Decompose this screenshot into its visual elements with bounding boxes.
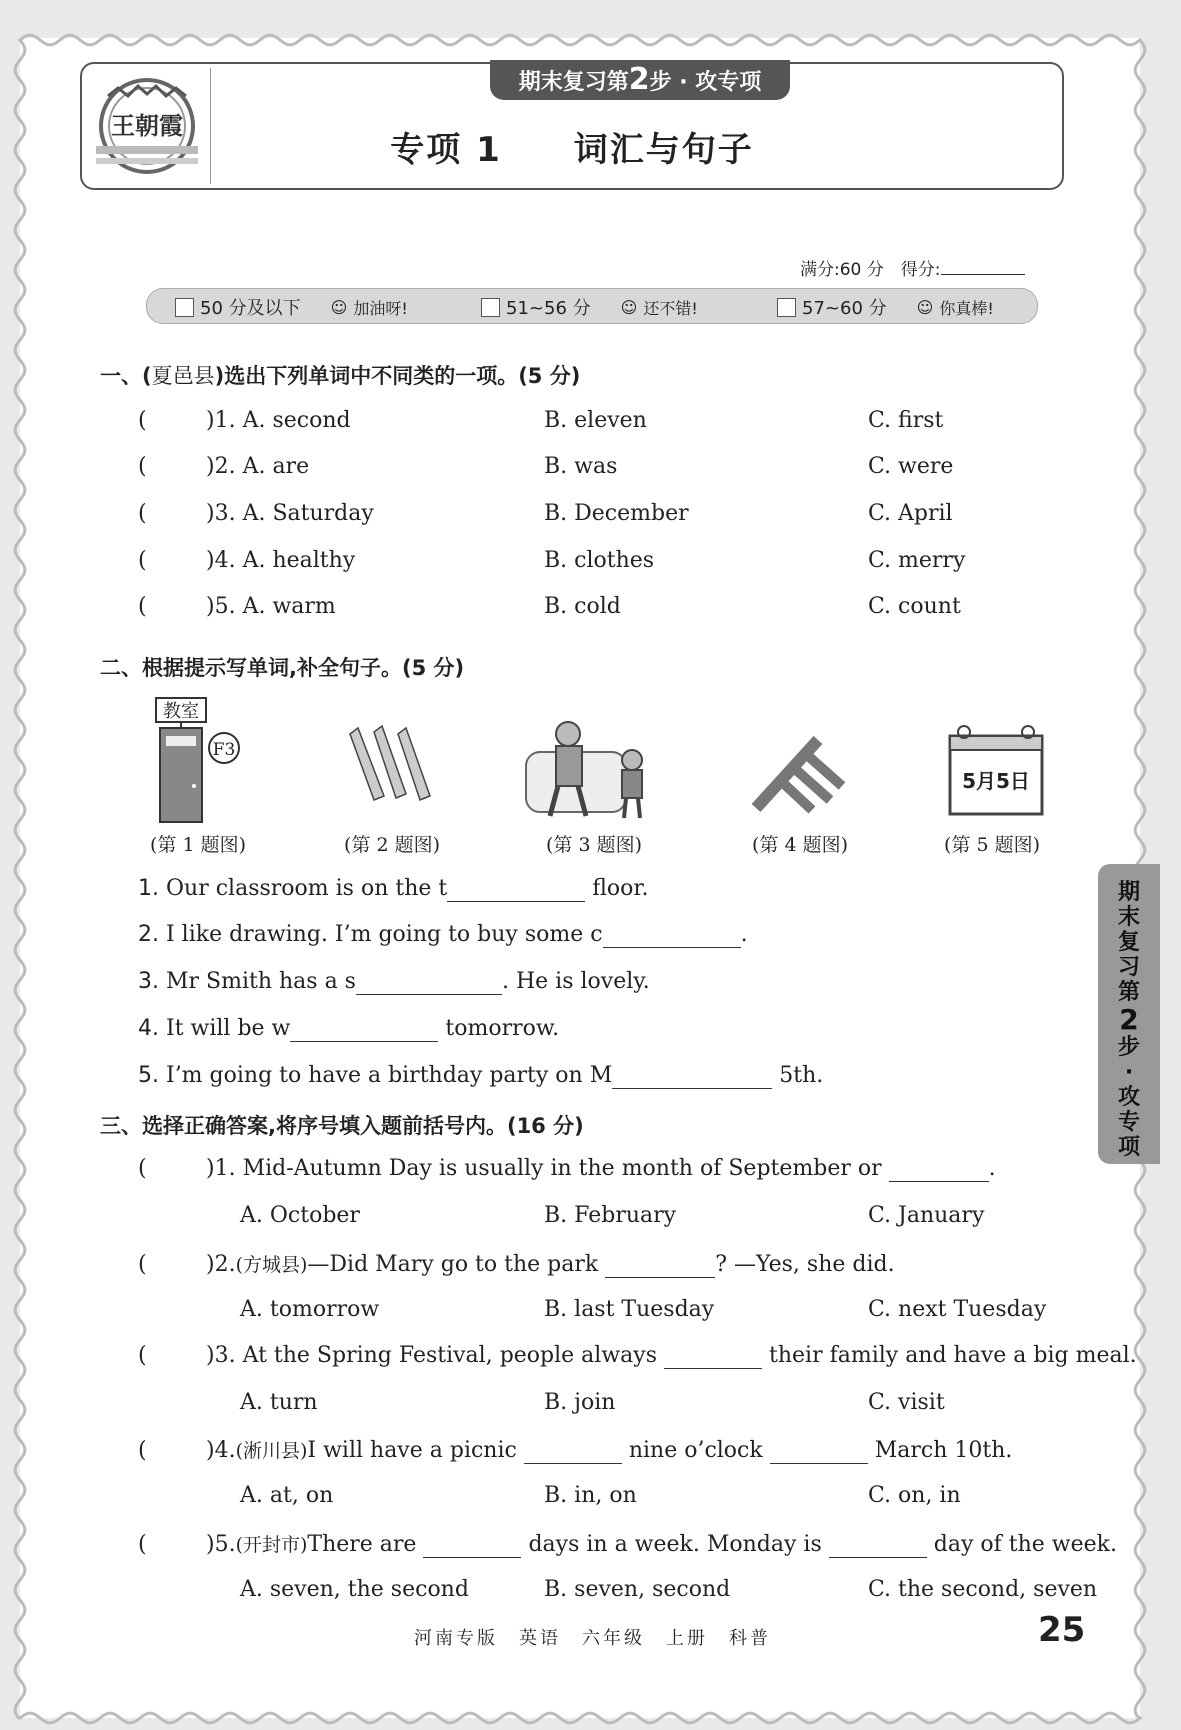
header-box xyxy=(80,62,1064,190)
question-row: ( )1. Mid-Autumn Day is usually in the month of September or . xyxy=(138,1156,996,1181)
grade-checkbox[interactable] xyxy=(777,298,796,317)
answer-paren[interactable]: ( xyxy=(138,1252,147,1277)
question-row: ( )5. A. warm xyxy=(138,594,336,619)
answer-blank[interactable] xyxy=(612,1063,772,1089)
answer-paren[interactable]: ( xyxy=(138,454,147,479)
grade-item: 57~60 分 ☺ 你真棒! xyxy=(777,294,994,320)
calendar-picture xyxy=(946,722,1046,818)
answer-paren[interactable]: ( xyxy=(138,1343,147,1368)
option-b: B. December xyxy=(544,501,689,526)
option-c: C. on, in xyxy=(868,1483,961,1508)
answer-paren[interactable]: ( xyxy=(138,594,147,619)
question-row: ( )4. A. healthy xyxy=(138,548,356,573)
question-row: ( )2. A. are xyxy=(138,454,310,479)
answer-blank[interactable] xyxy=(447,876,585,902)
smile-icon: ☺ xyxy=(330,297,348,317)
option-b: B. clothes xyxy=(544,548,655,573)
answer-blank[interactable] xyxy=(889,1156,989,1182)
page-number: 25 xyxy=(1038,1610,1086,1650)
father-and-son-picture xyxy=(520,712,660,822)
answer-blank[interactable] xyxy=(605,1252,715,1278)
option-a: A. October xyxy=(240,1203,360,1228)
answer-paren[interactable]: ( xyxy=(138,1156,147,1181)
grade-bar xyxy=(146,288,1038,324)
option-c: C. January xyxy=(868,1203,985,1228)
question-row: ( )5.(开封市)There are days in a week. Monday is day of the week. xyxy=(138,1532,1117,1557)
caption: (第 3 题图) xyxy=(546,834,642,856)
answer-blank[interactable] xyxy=(356,969,502,995)
score-line: 满分:60 分 得分: xyxy=(800,255,1025,280)
option-a: A. at, on xyxy=(240,1483,334,1508)
answer-blank[interactable] xyxy=(290,1016,438,1042)
grade-item: 51~56 分 ☺ 还不错! xyxy=(481,294,698,320)
door-picture xyxy=(154,696,244,826)
side-tab: 期 末 复 习 第 2 步 · 攻 专 项 xyxy=(1098,864,1160,1164)
grade-checkbox[interactable] xyxy=(175,298,194,317)
answer-paren[interactable]: ( xyxy=(138,408,147,433)
question-row: ( )1. A. second xyxy=(138,408,351,433)
answer-blank[interactable] xyxy=(829,1532,927,1558)
option-b: B. seven, second xyxy=(544,1577,731,1602)
grade-item: 50 分及以下 ☺ 加油呀! xyxy=(175,294,408,320)
svg-text:教室: 教室 xyxy=(163,701,199,722)
question-row: ( )3. At the Spring Festival, people always their family and have a big meal. xyxy=(138,1343,1137,1368)
caption: (第 1 题图) xyxy=(150,834,246,856)
option-a: A. seven, the second xyxy=(240,1577,469,1602)
question-row: ( )3. A. Saturday xyxy=(138,501,374,526)
answer-paren[interactable]: ( xyxy=(138,1438,147,1463)
option-c: C. first xyxy=(868,408,944,433)
option-a: A. tomorrow xyxy=(240,1297,380,1322)
section-tab: 期末复习第2步 · 攻专项 xyxy=(490,60,790,100)
question-row: ( )2.(方城县)—Did Mary go to the park ? —Yes, she did. xyxy=(138,1252,895,1277)
option-c: C. visit xyxy=(868,1390,945,1415)
grade-checkbox[interactable] xyxy=(481,298,500,317)
option-b: B. cold xyxy=(544,594,621,619)
answer-blank[interactable] xyxy=(524,1438,622,1464)
option-b: B. join xyxy=(544,1390,616,1415)
answer-blank[interactable] xyxy=(423,1532,521,1558)
logo-text: 王朝霞 xyxy=(111,111,183,140)
footer-text: 河南专版 英语 六年级 上册 科普 xyxy=(414,1628,771,1649)
option-c: C. were xyxy=(868,454,954,479)
option-b: B. February xyxy=(544,1203,677,1228)
option-c: C. count xyxy=(868,594,961,619)
section-1-heading: 一、(夏邑县)选出下列单词中不同类的一项。(5 分) xyxy=(100,364,581,388)
answer-blank[interactable] xyxy=(770,1438,868,1464)
option-c: C. next Tuesday xyxy=(868,1297,1047,1322)
fill-line: 5. I’m going to have a birthday party on M 5th. xyxy=(138,1063,824,1088)
caption: (第 2 题图) xyxy=(344,834,440,856)
fill-line: 1. Our classroom is on the t floor. xyxy=(138,876,649,901)
fill-line: 2. I like drawing. I’m going to buy some c . xyxy=(138,922,748,947)
svg-text:5月5日: 5月5日 xyxy=(962,769,1030,793)
section-2-heading: 二、根据提示写单词,补全句子。(5 分) xyxy=(100,656,465,680)
svg-text:F3: F3 xyxy=(212,740,236,760)
page-title: 专项 1 词汇与句子 xyxy=(390,130,754,170)
windy-symbol-picture xyxy=(752,734,852,814)
answer-blank[interactable] xyxy=(603,922,741,948)
smile-icon: ☺ xyxy=(916,297,934,317)
fill-line: 4. It will be w tomorrow. xyxy=(138,1016,560,1041)
answer-blank[interactable] xyxy=(664,1343,762,1369)
score-blank[interactable] xyxy=(941,274,1025,275)
crayons-picture xyxy=(344,724,444,804)
answer-paren[interactable]: ( xyxy=(138,501,147,526)
fill-line: 3. Mr Smith has a s . He is lovely. xyxy=(138,969,650,994)
option-b: B. eleven xyxy=(544,408,647,433)
section-3-heading: 三、选择正确答案,将序号填入题前括号内。(16 分) xyxy=(100,1114,584,1138)
option-c: C. merry xyxy=(868,548,966,573)
answer-paren[interactable]: ( xyxy=(138,548,147,573)
option-b: B. was xyxy=(544,454,618,479)
option-c: C. the second, seven xyxy=(868,1577,1098,1602)
question-row: ( )4.(淅川县)I will have a picnic nine o’clock March 10th. xyxy=(138,1438,1013,1463)
caption: (第 5 题图) xyxy=(944,834,1040,856)
answer-paren[interactable]: ( xyxy=(138,1532,147,1557)
option-a: A. turn xyxy=(240,1390,318,1415)
caption: (第 4 题图) xyxy=(752,834,848,856)
option-b: B. in, on xyxy=(544,1483,637,1508)
option-c: C. April xyxy=(868,501,953,526)
option-b: B. last Tuesday xyxy=(544,1297,715,1322)
smile-icon: ☺ xyxy=(620,297,638,317)
